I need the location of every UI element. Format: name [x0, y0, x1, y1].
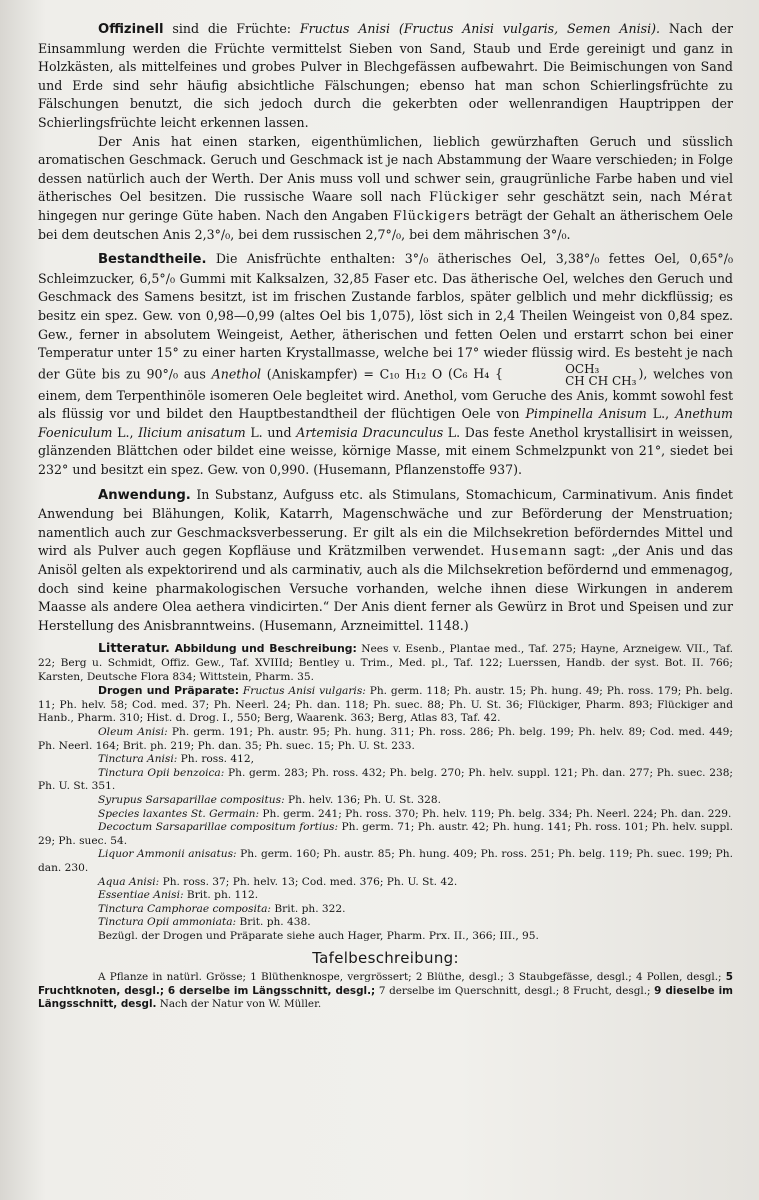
- latin-name: Fructus Anisi (Fructus Anisi vulgaris, Semen Anisi).: [299, 21, 661, 36]
- text: Der Anis hat einen starken, eigenthümlichen, lieblich gewürzhaften Geruch und süsslich aromatischen Geschmack. Geruch und Geschmack ist je nach Abstammung der Waare verschieden; in Folge dessen natürlich auch der Werth. Der Anis muss voll und schwer sein, graugrünliche Farbe haben und viel ätherisches Oel besitzen. Die russische Waare soll nach: [38, 133, 733, 205]
- compound-name: Anethol: [211, 366, 262, 382]
- paragraph-offizinell: [38, 20, 733, 133]
- text: Brit. ph. 438.: [236, 916, 311, 929]
- literature-entry: [38, 930, 733, 944]
- text: L.,: [646, 406, 676, 422]
- literature-entry: [38, 876, 733, 890]
- paragraph-bestandtheile: [38, 250, 733, 480]
- text: sehr geschätzt sein, nach: [499, 189, 690, 205]
- heading-tafelbeschreibung: Tafelbeschreibung:: [312, 949, 459, 968]
- literature-entry: [38, 794, 733, 808]
- text: Ph. germ. 283; Ph. ross. 432; Ph. belg. 270; Ph. helv. suppl. 121; Ph. dan. 277; Ph. suec. 238; Ph. U. St. 351.: [38, 766, 734, 793]
- drug-name: Species laxantes St. Germain:: [98, 807, 260, 820]
- text: beträgt der Gehalt an ätherischem Oele bei dem deutschen Anis 2,3°/₀, bei dem russischen 2,7°/₀, bei dem mährischen 3°/₀.: [38, 207, 733, 242]
- heading-anwendung: Anwendung.: [98, 487, 191, 503]
- drug-name: Liquor Ammonii anisatus:: [98, 848, 237, 861]
- literature-entry: [38, 821, 733, 848]
- subheading: Abbildung und Beschreibung:: [169, 642, 357, 656]
- text: L. und: [245, 424, 297, 440]
- plate-description: [38, 971, 733, 1011]
- drug-name: Tinctura Anisi:: [98, 753, 178, 766]
- text: hingegen nur geringe Güte haben. Nach den Angaben: [38, 207, 393, 223]
- species-name: Artemisia Dracunculus: [296, 424, 444, 440]
- drug-name: Oleum Anisi:: [98, 725, 168, 738]
- heading-litteratur: Litteratur.: [98, 640, 170, 656]
- author-name: Flückiger: [429, 189, 500, 205]
- species-name: Ilicium anisatum: [138, 424, 246, 440]
- drug-name: Decoctum Sarsaparillae compositum fortius:: [98, 821, 339, 834]
- text: 7 derselbe im Querschnitt, desgl.; 8 Frucht, desgl.;: [375, 984, 655, 997]
- text-bold: 9 dieselbe im Längsschnitt, desgl.: [38, 984, 733, 1011]
- text: Ph. germ. 118; Ph. austr. 15; Ph. hung. 49; Ph. ross. 179; Ph. belg. 11; Ph. helv. 58; Cod. med. 37; Ph. Neerl. 24; Ph. dan. 118; Ph. suec. 88; Ph. U. St. 36; Flückiger, Pharm. 893; Flückiger and Hanb., Pharm. 310; Hist. d. Drog. I., 550; Berg, Waarenk. 363; Berg, Atlas 83, Taf. 42.: [38, 685, 733, 725]
- text: Brit. ph. 322.: [271, 902, 346, 915]
- species-name: Anethum Foeniculum: [38, 406, 733, 440]
- text-bold: 5 Fruchtknoten, desgl.; 6 derselbe im Längsschnitt, desgl.;: [38, 971, 733, 997]
- drug-name: Tinctura Opii ammoniata:: [98, 916, 237, 929]
- literature-entry: [38, 767, 733, 794]
- text: Ph. ross. 412,: [177, 753, 254, 766]
- subheading: Drogen und Präparate:: [98, 684, 240, 698]
- text: In Substanz, Aufguss etc. als Stimulans, Stomachicum, Carminativum. Anis findet Anwendung bei Blähungen, Kolik, Katarrh, Magenschwäche und zur Beförderung der Menstruation; namentlich auch zur Geschmacksverbesserung. Er gilt als ein die Milchsekretion beförderndes Mittel und wird als Pulver auch gegen Kopfläuse und Krätzmilben verwendet.: [38, 486, 733, 559]
- text: Ph. helv. 136; Ph. U. St. 328.: [284, 793, 442, 806]
- literature-entry: [38, 753, 733, 767]
- drug-name: Aqua Anisi:: [98, 875, 160, 888]
- text: sind die Früchte:: [163, 21, 300, 36]
- text: Ph. germ. 71; Ph. austr. 42; Ph. hung. 141; Ph. ross. 101; Ph. helv. suppl. 29; Ph. suec. 54.: [38, 821, 733, 847]
- heading-offizinell: Offizinell: [98, 22, 164, 37]
- literature-block: [38, 641, 733, 684]
- heading-bestandtheile: Bestandtheile.: [98, 252, 207, 268]
- author-name: Mérat: [689, 189, 734, 205]
- drug-name: Syrupus Sarsaparillae compositus:: [98, 793, 285, 806]
- text: A Pflanze in natürl. Grösse; 1 Blüthenknospe, vergrössert; 2 Blüthe, desgl.; 3 Staubgefässe, desgl.; 4 Pollen, desgl.;: [98, 971, 726, 984]
- text: Ph. germ. 160; Ph. austr. 85; Ph. hung. 409; Ph. ross. 251; Ph. belg. 119; Ph. suec. 199; Ph. dan. 230.: [38, 848, 733, 874]
- literature-drogen: [38, 684, 733, 726]
- text: L.,: [112, 424, 139, 440]
- text: Nach der Einsammlung werden die Früchte vermittelst Sieben von Sand, Staub und Erde gereinigt und ganz in Holzkästen, als mittelfeines und grobes Pulver in Blechgefässen aufbewahrt. Die Beimischungen von Sand und Erde sind sehr häufig absichtliche Fälschungen; ebenso hat man schon Schierlingsfrüchte zu Fälschungen benutzt, die sich jedoch durch die gekerbten oder wellenrandigen Hauptrippen der Schierlingsfrüchte leicht erkennen lassen.: [38, 21, 733, 130]
- text: Ph. ross. 37; Ph. helv. 13; Cod. med. 376; Ph. U. St. 42.: [159, 875, 458, 888]
- text: welches von einem, dem Terpenthinöle isomeren Oele begleitet wird. Anethol, vom Geruche des Anis, kommt sowohl fest als flüssig vor und bildet den Hauptbestandtheil der flüchtigen Oele von: [38, 366, 733, 422]
- text: L. Das feste Anethol krystallisirt in weissen, glänzenden Blättchen oder bildet eine weisse, körnige Masse, mit einem Schmelzpunkt von 21°, siedet bei 232° und besitzt ein spez. Gew. von 0,990. (Husemann, Pflanzenstoffe 937).: [38, 424, 733, 478]
- text: Brit. ph. 112.: [183, 889, 259, 902]
- drug-name: Tinctura Camphorae composita:: [98, 902, 271, 915]
- literature-entry: [38, 916, 733, 930]
- formula: (C₆ H₄ { OCH₃ CH CH CH₃ ),: [447, 361, 648, 388]
- literature-entry: [38, 889, 733, 903]
- text: (Aniskampfer) = C₁₀ H₁₂ O: [261, 366, 443, 382]
- author-name: Flückigers: [392, 207, 471, 223]
- paragraph-anwendung: [38, 486, 733, 636]
- text: Nach der Natur von W. Müller.: [156, 998, 322, 1011]
- drug-name: Fructus Anisi vulgaris:: [239, 685, 366, 698]
- text: Nees v. Esenb., Plantae med., Taf. 275; Hayne, Arzneigew. VII., Taf. 22; Berg u. Schmidt, Offiz. Gew., Taf. XVIIId; Bentley u. Trim., Med. pl., Taf. 122; Luerssen, Handb. der syst. Bot. II. 766; Karsten, Deutsche Flora 834; Wittstein, Pharm. 35.: [38, 643, 733, 683]
- literature-entry: [38, 808, 733, 822]
- drug-name: Tinctura Opii benzoica:: [98, 766, 225, 779]
- species-name: Pimpinella Anisum: [525, 406, 647, 422]
- author-name: Husemann: [490, 543, 568, 559]
- text: Bezügl. der Drogen und Präparate siehe auch Hager, Pharm. Prx. II., 366; III., 95.: [98, 929, 539, 942]
- literature-entry: [38, 903, 733, 917]
- text: Die Anisfrüchte enthalten: 3°/₀ ätherisches Oel, 3,38°/₀ fettes Oel, 0,65°/₀ Schleimzucker, 6,5°/₀ Gummi mit Kalksalzen, 32,85 Faser etc. Das ätherische Oel, welches den Geruch und Geschmack des Samens besitzt, ist im frischen Zustande farblos, später gelblich und mehr dickflüssig; es besitz ein spez. Gew. von 0,98—0,99 (altes Oel bis 1,075), löst sich in 2,4 Theilen Weingeist von 0,84 spez. Gew., ferner in absolutem Weingeist, Aether, ätherischen und fetten Oelen und erstarrt schon bei einer Temperatur unter 15° zu einer harten Krystallmasse, welche bei 17° wieder flüssig wird. Es besteht je nach der Güte bis zu 90°/₀ aus: [38, 251, 733, 382]
- text: Ph. germ. 191; Ph. austr. 95; Ph. hung. 311; Ph. ross. 286; Ph. belg. 199; Ph. helv. 89; Cod. med. 449; Ph. Neerl. 164; Brit. ph. 219; Ph. dan. 35; Ph. suec. 15; Ph. U. St. 233.: [38, 725, 733, 752]
- text: Ph. germ. 241; Ph. ross. 370; Ph. helv. 119; Ph. belg. 334; Ph. Neerl. 224; Ph. dan. 229.: [259, 807, 732, 820]
- drug-name: Essentiae Anisi:: [98, 889, 184, 902]
- paragraph-geruch: [38, 133, 733, 245]
- literature-entry: [38, 848, 733, 875]
- text: sagt: „der Anis und das Anisöl gelten als expektorirend und als carminativ, auch als die Milchsekretion befördernd und emmenagog, doch sind keine pharmakologischen Versuche vorhanden, welche ihnen diese Wirkungen in anderem Maasse als andere Olea aethera vindicirten.“ Der Anis dient ferner als Gewürz in Brot und Speisen und zur Herstellung des Anisbranntweins. (Husemann, Arzneimittel. 1148.): [38, 543, 733, 633]
- literature-entry: [38, 726, 733, 753]
